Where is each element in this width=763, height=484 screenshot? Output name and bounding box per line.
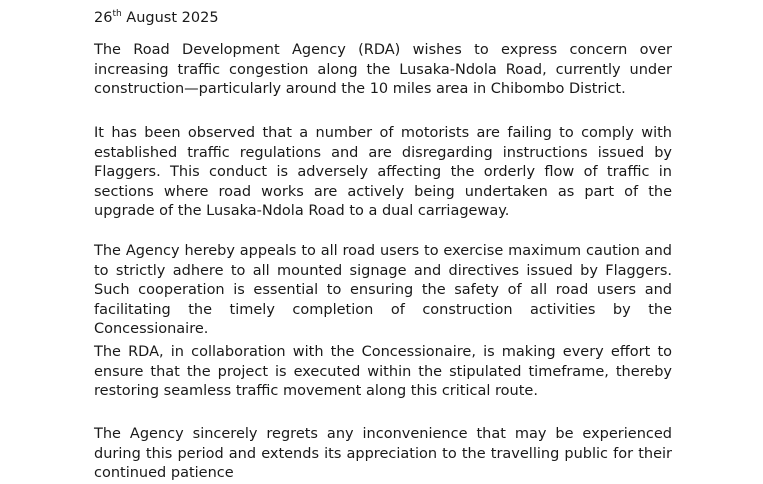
date-month-year: August 2025 xyxy=(121,10,219,26)
letter-date xyxy=(94,9,219,28)
date-suffix: th xyxy=(112,9,122,20)
paragraph-motorist-noncompliance: It has been observed that a number of motorists are failing to comply with established traffic regulations and are disregarding instructions issued by Flaggers. This conduct is adversely affecting the orderly flow of traffic in sections where road works are actively being undertaken as part of the upgrade of the Lusaka-Ndola Road to a dual carriageway. xyxy=(94,125,672,219)
paragraph-appeal-to-road-users: The Agency hereby appeals to all road users to exercise maximum caution and to strictly adhere to all mounted signage and directives issued by Flaggers. Such cooperation is essential to ensuring the safety of all road users and facilitating the timely completion of construction activities by the Concessionaire. xyxy=(94,243,672,337)
date-day: 26 xyxy=(94,10,113,26)
paragraph-project-timeline: The RDA, in collaboration with the Concessionaire, is making every effort to ensure that the project is executed within the stipulated timeframe, thereby restoring seamless traffic movement along this critical route. xyxy=(94,344,672,399)
paragraph-apology-appreciation: The Agency sincerely regrets any inconvenience that may be experienced during this period and extends its appreciation to the travelling public for their continued patience xyxy=(94,426,672,481)
paragraph-congestion-concern: The Road Development Agency (RDA) wishes to express concern over increasing traffic congestion along the Lusaka-Ndola Road, currently under construction—particularly around the 10 miles area in Chibombo District. xyxy=(94,42,672,97)
